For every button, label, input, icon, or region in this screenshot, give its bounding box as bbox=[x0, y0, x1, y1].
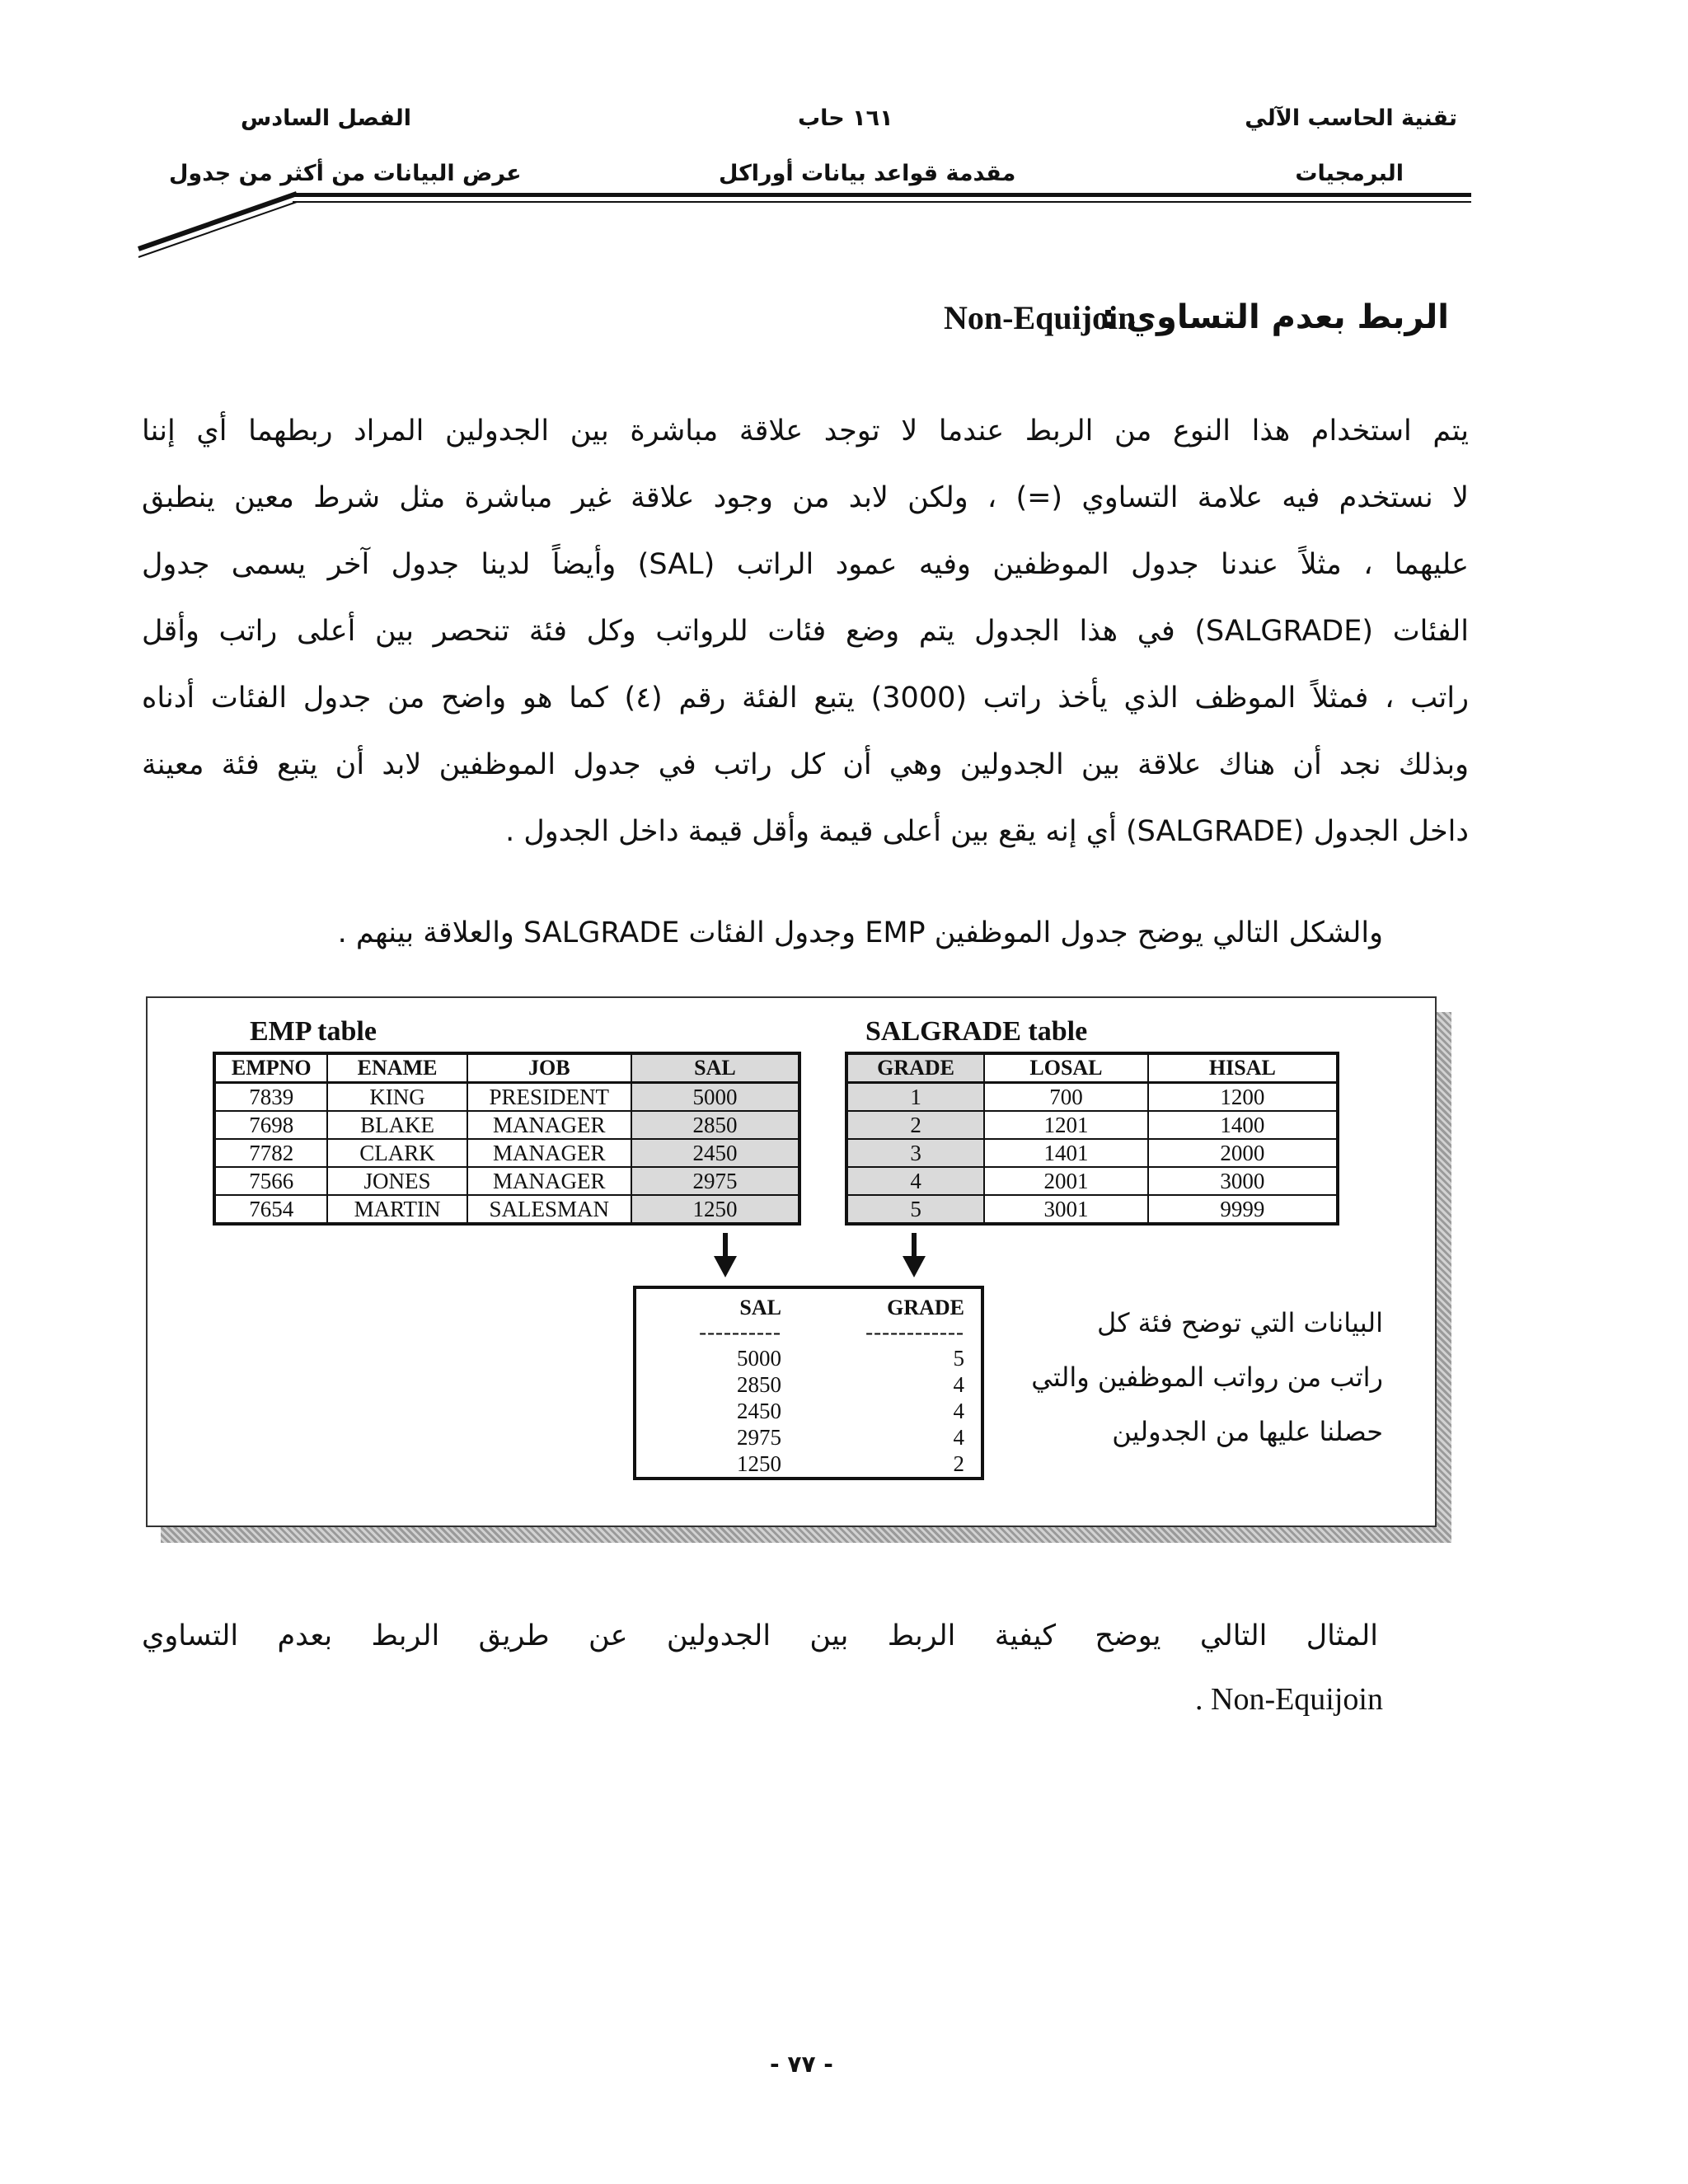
emp-column-header: SAL bbox=[631, 1053, 799, 1083]
result-cell-grade: 4 bbox=[953, 1425, 964, 1450]
salgrade-table-header-row bbox=[846, 1053, 1338, 1083]
paragraph-line: يتم استخدام هذا النوع من الربط عندما لا توجد علاقة مباشرة بين الجدولين المراد ربطهما أي إننا bbox=[142, 415, 1469, 448]
emp-cell-job: PRESIDENT bbox=[467, 1083, 631, 1112]
salgrade-cell-grade: 1 bbox=[846, 1083, 984, 1112]
table-row bbox=[214, 1139, 799, 1167]
salgrade-cell-hisal: 9999 bbox=[1148, 1195, 1338, 1224]
emp-cell-sal: 2450 bbox=[631, 1139, 799, 1167]
result-cell-grade: 4 bbox=[953, 1399, 964, 1423]
side-note-line: البيانات التي توضح فئة كل bbox=[1097, 1307, 1383, 1338]
table-row bbox=[214, 1167, 799, 1195]
emp-cell-sal: 1250 bbox=[631, 1195, 799, 1224]
table-row bbox=[846, 1195, 1338, 1224]
header-course-title: تقنية الحاسب الآلي bbox=[1245, 105, 1457, 131]
emp-cell-empno: 7698 bbox=[214, 1111, 327, 1139]
emp-cell-sal: 5000 bbox=[631, 1083, 799, 1112]
result-cell-sal: 2450 bbox=[737, 1399, 781, 1423]
paragraph-line: الفئات (SALGRADE) في هذا الجدول يتم وضع فئات للرواتب وكل فئة تنحصر بين أعلى راتب وأقل bbox=[142, 615, 1469, 648]
arrow-grade-shaft bbox=[912, 1233, 917, 1258]
salgrade-cell-hisal: 1400 bbox=[1148, 1111, 1338, 1139]
paragraph-line: لا نستخدم فيه علامة التساوي (=) ، ولكن لابد من وجود علاقة غير مباشرة مثل شرط معين ينطبق bbox=[142, 481, 1469, 514]
emp-cell-empno: 7839 bbox=[214, 1083, 327, 1112]
result-cell-grade: 4 bbox=[953, 1372, 964, 1397]
emp-column-header: ENAME bbox=[327, 1053, 467, 1083]
salgrade-cell-losal: 1201 bbox=[984, 1111, 1148, 1139]
salgrade-cell-grade: 5 bbox=[846, 1195, 984, 1224]
header-rule-thick bbox=[293, 193, 1471, 197]
arrow-down-icon bbox=[714, 1256, 737, 1277]
paragraph-line: داخل الجدول (SALGRADE) أي إنه يقع بين أعلى قيمة وأقل قيمة داخل الجدول . bbox=[505, 815, 1469, 848]
table-row bbox=[214, 1111, 799, 1139]
header-rule-thin bbox=[293, 201, 1471, 203]
result-cell-sal: 2975 bbox=[737, 1425, 781, 1450]
table-row bbox=[846, 1083, 1338, 1112]
result-table bbox=[633, 1286, 984, 1480]
result-separator: ------------ bbox=[865, 1319, 964, 1344]
header-course-name: مقدمة قواعد بيانات أوراكل bbox=[719, 161, 1016, 186]
salgrade-table-label: SALGRADE table bbox=[865, 1016, 1088, 1047]
example-intro: المثال التالي يوضح كيفية الربط بين الجدولين عن طريق الربط بعدم التساوي bbox=[142, 1619, 1378, 1652]
result-column-grade bbox=[865, 1294, 964, 1477]
result-column-sal bbox=[699, 1294, 781, 1477]
header-chapter-title: عرض البيانات من أكثر من جدول bbox=[169, 161, 522, 186]
emp-table-label: EMP table bbox=[250, 1016, 377, 1047]
result-separator: ---------- bbox=[699, 1319, 781, 1344]
body-paragraph bbox=[142, 398, 1469, 865]
header-specialty: البرمجيات bbox=[1295, 161, 1404, 186]
emp-cell-sal: 2975 bbox=[631, 1167, 799, 1195]
salgrade-cell-grade: 3 bbox=[846, 1139, 984, 1167]
salgrade-column-header: LOSAL bbox=[984, 1053, 1148, 1083]
header-rule-slant bbox=[132, 188, 305, 262]
emp-cell-empno: 7654 bbox=[214, 1195, 327, 1224]
emp-cell-sal: 2850 bbox=[631, 1111, 799, 1139]
emp-cell-ename: JONES bbox=[327, 1167, 467, 1195]
emp-cell-empno: 7566 bbox=[214, 1167, 327, 1195]
emp-cell-ename: KING bbox=[327, 1083, 467, 1112]
table-row bbox=[214, 1083, 799, 1112]
result-cell-sal: 2850 bbox=[737, 1372, 781, 1397]
emp-column-header: EMPNO bbox=[214, 1053, 327, 1083]
salgrade-cell-losal: 700 bbox=[984, 1083, 1148, 1112]
salgrade-cell-losal: 1401 bbox=[984, 1139, 1148, 1167]
paragraph-line: عليهما ، مثلاً عندنا جدول الموظفين وفيه عمود الراتب (SAL) وأيضاً لدينا جدول آخر يسمى جدول bbox=[142, 548, 1469, 581]
emp-cell-ename: MARTIN bbox=[327, 1195, 467, 1224]
example-term: . Non-Equijoin bbox=[1195, 1682, 1383, 1717]
header-chapter: الفصل السادس bbox=[241, 105, 412, 131]
emp-table-header-row bbox=[214, 1053, 799, 1083]
emp-cell-ename: CLARK bbox=[327, 1139, 467, 1167]
table-row bbox=[846, 1111, 1338, 1139]
table-row bbox=[846, 1167, 1338, 1195]
figure-caption: والشكل التالي يوضح جدول الموظفين EMP وجدول الفئات SALGRADE والعلاقة بينهم . bbox=[337, 916, 1383, 949]
paragraph-line: راتب ، فمثلاً الموظف الذي يأخذ راتب (3000) يتبع الفئة رقم (٤) كما هو واضح من جدول الفئات أدناه bbox=[142, 682, 1469, 715]
result-cell-grade: 2 bbox=[953, 1451, 964, 1476]
header-course-code: ١٦١ حاب bbox=[798, 105, 893, 131]
salgrade-cell-losal: 2001 bbox=[984, 1167, 1148, 1195]
section-title-english: Non-Equijoin bbox=[944, 299, 1137, 336]
result-cell-grade: 5 bbox=[953, 1346, 964, 1371]
result-side-note bbox=[1031, 1296, 1383, 1459]
salgrade-cell-losal: 3001 bbox=[984, 1195, 1148, 1224]
paragraph-line: وبذلك نجد أن هناك علاقة بين الجدولين وهي أن كل راتب في جدول الموظفين لابد أن يتبع فئة معينة bbox=[142, 748, 1469, 781]
page-number: - ٧٧ - bbox=[770, 2050, 833, 2078]
emp-cell-job: MANAGER bbox=[467, 1167, 631, 1195]
result-column-header: GRADE bbox=[887, 1296, 964, 1319]
section-title-arabic: الربط بعدم التساوي : bbox=[1101, 298, 1449, 336]
emp-cell-empno: 7782 bbox=[214, 1139, 327, 1167]
salgrade-cell-hisal: 1200 bbox=[1148, 1083, 1338, 1112]
side-note-line: راتب من رواتب الموظفين والتي bbox=[1031, 1361, 1383, 1393]
salgrade-cell-grade: 4 bbox=[846, 1167, 984, 1195]
salgrade-cell-hisal: 3000 bbox=[1148, 1167, 1338, 1195]
salgrade-cell-grade: 2 bbox=[846, 1111, 984, 1139]
salgrade-table bbox=[845, 1052, 1339, 1226]
salgrade-cell-hisal: 2000 bbox=[1148, 1139, 1338, 1167]
emp-cell-job: SALESMAN bbox=[467, 1195, 631, 1224]
salgrade-column-header: HISAL bbox=[1148, 1053, 1338, 1083]
result-cell-sal: 1250 bbox=[737, 1451, 781, 1476]
result-column-header: SAL bbox=[739, 1296, 781, 1319]
emp-table bbox=[213, 1052, 801, 1226]
arrow-sal-shaft bbox=[723, 1233, 728, 1258]
table-row bbox=[846, 1139, 1338, 1167]
table-row bbox=[214, 1195, 799, 1224]
salgrade-column-header: GRADE bbox=[846, 1053, 984, 1083]
emp-column-header: JOB bbox=[467, 1053, 631, 1083]
emp-cell-job: MANAGER bbox=[467, 1111, 631, 1139]
side-note-line: حصلنا عليها من الجدولين bbox=[1112, 1416, 1383, 1447]
emp-cell-ename: BLAKE bbox=[327, 1111, 467, 1139]
emp-cell-job: MANAGER bbox=[467, 1139, 631, 1167]
result-cell-sal: 5000 bbox=[737, 1346, 781, 1371]
arrow-down-icon bbox=[903, 1256, 926, 1277]
